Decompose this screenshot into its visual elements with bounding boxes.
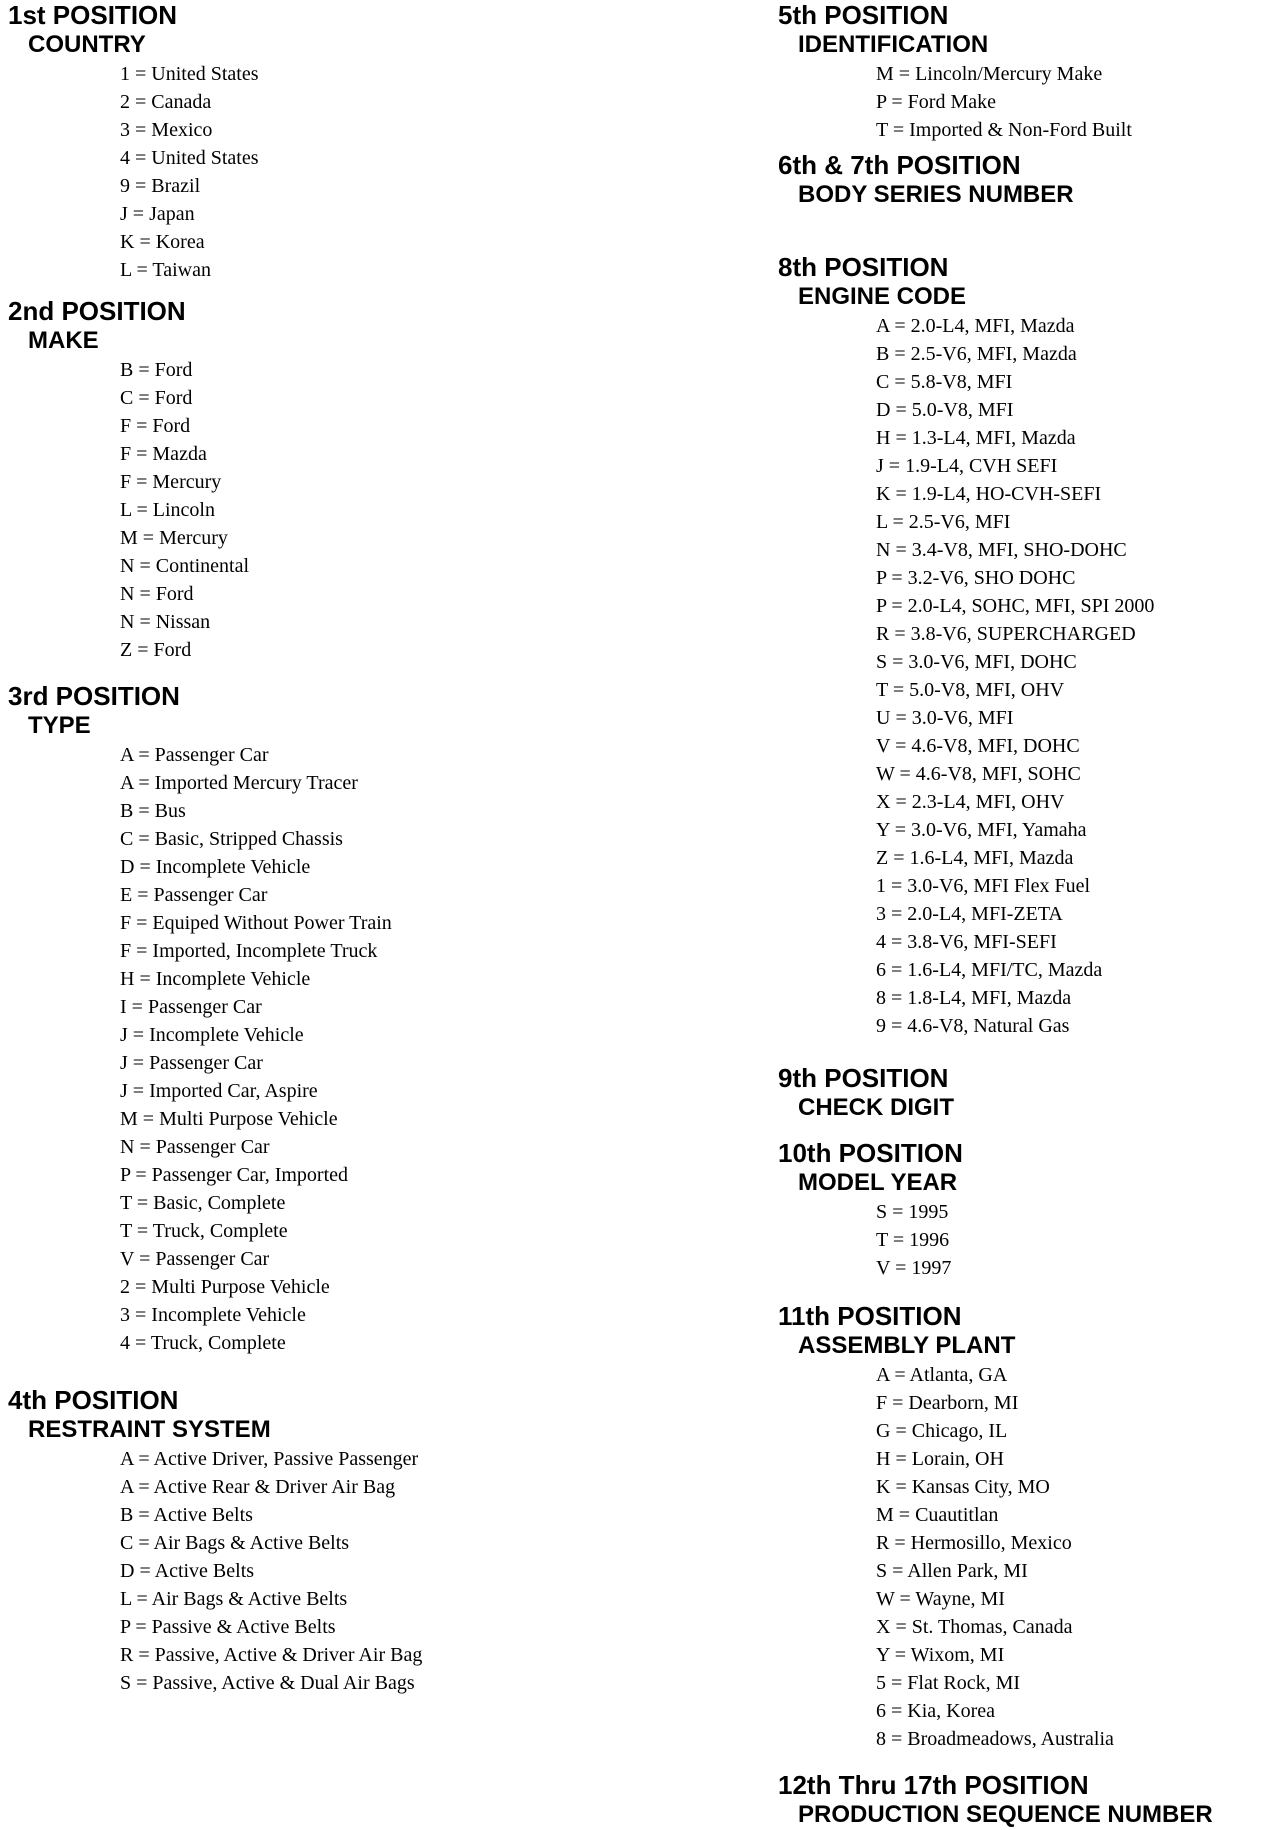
position-heading: 4th POSITION — [8, 1385, 179, 1415]
code-list — [876, 1198, 963, 1282]
section-1st-position — [8, 0, 259, 284]
code-item: T = 1996 — [876, 1229, 950, 1251]
code-item: P = Passenger Car, Imported — [120, 1164, 349, 1186]
section-3rd-position — [8, 681, 392, 1357]
code-item: S = Passive, Active & Dual Air Bags — [120, 1672, 415, 1694]
code-item: A = 2.0-L4, MFI, Mazda — [876, 315, 1075, 337]
code-item: P = Passive & Active Belts — [120, 1616, 336, 1638]
code-item: D = Incomplete Vehicle — [120, 856, 311, 878]
code-item: D = 5.0-V8, MFI — [876, 399, 1014, 421]
code-item: F = Imported, Incomplete Truck — [120, 940, 378, 962]
code-item: E = Passenger Car — [120, 884, 268, 906]
section-5th-position — [778, 0, 1132, 144]
position-heading: 10th POSITION — [778, 1138, 963, 1168]
code-item: V = 4.6-V8, MFI, DOHC — [876, 735, 1080, 757]
code-item: N = Continental — [120, 555, 250, 577]
section-11th-position — [778, 1301, 1114, 1753]
code-item: 4 = United States — [120, 147, 259, 169]
field-label: CHECK DIGIT — [798, 1094, 954, 1121]
code-item: 2 = Canada — [120, 91, 212, 113]
code-item: F = Mercury — [120, 471, 222, 493]
code-item: W = 4.6-V8, MFI, SOHC — [876, 763, 1081, 785]
code-item: 8 = 1.8-L4, MFI, Mazda — [876, 987, 1072, 1009]
field-label: MODEL YEAR — [798, 1169, 958, 1196]
position-heading: 11th POSITION — [778, 1301, 962, 1331]
code-item: A = Active Driver, Passive Passenger — [120, 1448, 419, 1470]
field-label: MAKE — [28, 327, 99, 354]
code-item: N = 3.4-V8, MFI, SHO-DOHC — [876, 539, 1127, 561]
code-item: K = Korea — [120, 231, 205, 253]
position-heading: 12th Thru 17th POSITION — [778, 1770, 1089, 1800]
code-item: 9 = 4.6-V8, Natural Gas — [876, 1015, 1070, 1037]
code-item: I = Passenger Car — [120, 996, 262, 1018]
code-item: X = 2.3-L4, MFI, OHV — [876, 791, 1065, 813]
position-heading: 9th POSITION — [778, 1063, 949, 1093]
code-item: A = Passenger Car — [120, 744, 269, 766]
section-10th-position — [778, 1138, 963, 1282]
code-item: 6 = Kia, Korea — [876, 1700, 996, 1722]
section-4th-position — [8, 1385, 422, 1697]
code-item: R = Hermosillo, Mexico — [876, 1532, 1072, 1554]
code-item: J = Imported Car, Aspire — [120, 1080, 318, 1102]
field-label: ENGINE CODE — [798, 283, 967, 310]
code-item: C = Air Bags & Active Belts — [120, 1532, 350, 1554]
code-item: M = Cuautitlan — [876, 1504, 999, 1526]
code-item: B = Bus — [120, 800, 186, 822]
code-item: A = Imported Mercury Tracer — [120, 772, 358, 794]
field-label: BODY SERIES NUMBER — [798, 181, 1074, 208]
code-item: C = Basic, Stripped Chassis — [120, 828, 343, 850]
section-12th-thru-17th-position — [778, 1770, 1213, 1830]
code-item: J = Incomplete Vehicle — [120, 1024, 304, 1046]
code-item: M = Multi Purpose Vehicle — [120, 1108, 338, 1130]
code-item: J = 1.9-L4, CVH SEFI — [876, 455, 1058, 477]
code-item: 4 = Truck, Complete — [120, 1332, 286, 1354]
code-item: Z = 1.6-L4, MFI, Mazda — [876, 847, 1074, 869]
code-item: 1 = United States — [120, 63, 259, 85]
position-heading: 8th POSITION — [778, 252, 949, 282]
code-item: M = Lincoln/Mercury Make — [876, 63, 1103, 85]
code-item: L = Taiwan — [120, 259, 211, 281]
code-item: Z = Ford — [120, 639, 192, 661]
section-8th-position — [778, 252, 1154, 1040]
code-item: 1 = 3.0-V6, MFI Flex Fuel — [876, 875, 1091, 897]
code-item: B = Active Belts — [120, 1504, 253, 1526]
code-item: N = Ford — [120, 583, 194, 605]
code-item: Y = 3.0-V6, MFI, Yamaha — [876, 819, 1087, 841]
code-item: X = St. Thomas, Canada — [876, 1616, 1073, 1638]
code-item: P = 3.2-V6, SHO DOHC — [876, 567, 1076, 589]
code-item: H = Incomplete Vehicle — [120, 968, 311, 990]
code-item: S = 3.0-V6, MFI, DOHC — [876, 651, 1077, 673]
field-label: COUNTRY — [28, 31, 146, 58]
code-item: U = 3.0-V6, MFI — [876, 707, 1014, 729]
code-item: 9 = Brazil — [120, 175, 201, 197]
section-9th-position — [778, 1063, 954, 1123]
code-list — [120, 1445, 422, 1697]
code-item: 3 = Mexico — [120, 119, 213, 141]
code-item: L = Lincoln — [120, 499, 215, 521]
code-item: D = Active Belts — [120, 1560, 255, 1582]
code-item: T = 5.0-V8, MFI, OHV — [876, 679, 1065, 701]
code-item: C = Ford — [120, 387, 193, 409]
code-item: T = Truck, Complete — [120, 1220, 288, 1242]
code-item: 3 = 2.0-L4, MFI-ZETA — [876, 903, 1063, 925]
code-item: T = Imported & Non-Ford Built — [876, 119, 1132, 141]
code-item: F = Equiped Without Power Train — [120, 912, 392, 934]
code-item: W = Wayne, MI — [876, 1588, 1005, 1610]
field-label: PRODUCTION SEQUENCE NUMBER — [798, 1801, 1213, 1828]
code-item: V = Passenger Car — [120, 1248, 270, 1270]
code-item: P = 2.0-L4, SOHC, MFI, SPI 2000 — [876, 595, 1155, 617]
code-item: F = Ford — [120, 415, 191, 437]
position-heading: 6th & 7th POSITION — [778, 150, 1021, 180]
code-item: K = 1.9-L4, HO-CVH-SEFI — [876, 483, 1102, 505]
code-list — [120, 60, 259, 284]
code-list — [120, 356, 249, 664]
code-item: B = Ford — [120, 359, 193, 381]
code-item: R = 3.8-V6, SUPERCHARGED — [876, 623, 1136, 645]
code-item: N = Passenger Car — [120, 1136, 270, 1158]
code-item: 8 = Broadmeadows, Australia — [876, 1728, 1114, 1750]
code-item: 5 = Flat Rock, MI — [876, 1672, 1021, 1694]
code-item: P = Ford Make — [876, 91, 996, 113]
section-6th-and-7th-position — [778, 150, 1074, 210]
field-label: IDENTIFICATION — [798, 31, 989, 58]
code-item: R = Passive, Active & Driver Air Bag — [120, 1644, 423, 1666]
code-item: K = Kansas City, MO — [876, 1476, 1050, 1498]
code-item: L = 2.5-V6, MFI — [876, 511, 1011, 533]
code-item: B = 2.5-V6, MFI, Mazda — [876, 343, 1077, 365]
code-list — [120, 741, 392, 1357]
code-item: S = 1995 — [876, 1201, 949, 1223]
code-item: A = Atlanta, GA — [876, 1364, 1008, 1386]
code-item: V = 1997 — [876, 1257, 952, 1279]
code-item: H = Lorain, OH — [876, 1448, 1004, 1470]
code-item: F = Mazda — [120, 443, 207, 465]
field-label: TYPE — [28, 712, 91, 739]
code-item: S = Allen Park, MI — [876, 1560, 1028, 1582]
code-item: 2 = Multi Purpose Vehicle — [120, 1276, 330, 1298]
code-list — [876, 1361, 1114, 1753]
code-item: L = Air Bags & Active Belts — [120, 1588, 348, 1610]
code-item: F = Dearborn, MI — [876, 1392, 1019, 1414]
position-heading: 5th POSITION — [778, 0, 949, 30]
code-item: M = Mercury — [120, 527, 228, 549]
code-item: H = 1.3-L4, MFI, Mazda — [876, 427, 1076, 449]
code-item: N = Nissan — [120, 611, 211, 633]
section-2nd-position — [8, 296, 249, 664]
field-label: RESTRAINT SYSTEM — [28, 1416, 271, 1443]
position-heading: 2nd POSITION — [8, 296, 186, 326]
code-item: C = 5.8-V8, MFI — [876, 371, 1013, 393]
code-item: 6 = 1.6-L4, MFI/TC, Mazda — [876, 959, 1103, 981]
code-item: A = Active Rear & Driver Air Bag — [120, 1476, 396, 1498]
field-label: ASSEMBLY PLANT — [798, 1332, 1016, 1359]
code-item: Y = Wixom, MI — [876, 1644, 1005, 1666]
code-list — [876, 60, 1132, 144]
code-item: T = Basic, Complete — [120, 1192, 286, 1214]
code-item: G = Chicago, IL — [876, 1420, 1008, 1442]
position-heading: 1st POSITION — [8, 0, 178, 30]
code-item: 3 = Incomplete Vehicle — [120, 1304, 306, 1326]
code-item: J = Japan — [120, 203, 195, 225]
code-list — [876, 312, 1154, 1040]
position-heading: 3rd POSITION — [8, 681, 180, 711]
code-item: 4 = 3.8-V6, MFI-SEFI — [876, 931, 1057, 953]
code-item: J = Passenger Car — [120, 1052, 263, 1074]
